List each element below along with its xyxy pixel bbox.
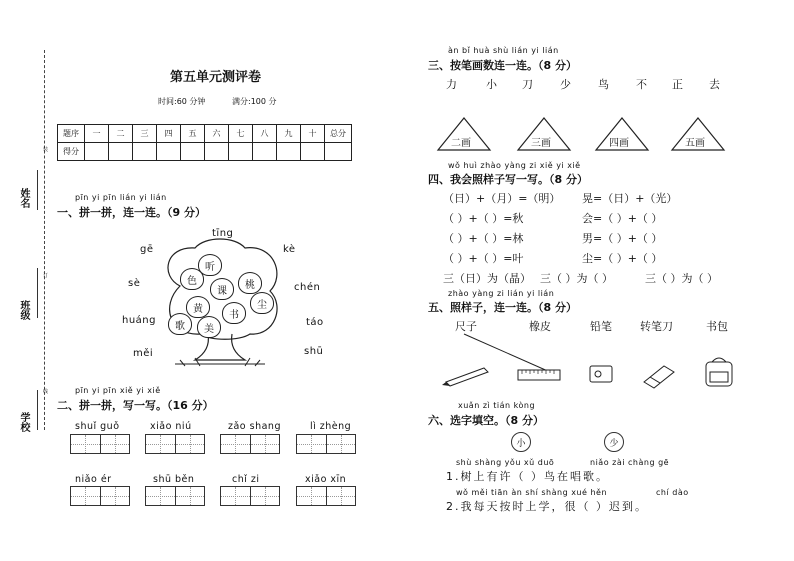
table-header-cell: 八 (253, 125, 277, 143)
pinyin-word: niǎo ér (75, 474, 112, 485)
compose-triple[interactable]: 三（ ）为（ ） (645, 272, 718, 285)
seal-mark: 装 (43, 147, 49, 153)
pinyin-word[interactable]: shū (304, 346, 324, 357)
option-peach-small[interactable]: 小 (511, 432, 531, 452)
school-label: 学校 (18, 412, 29, 432)
school-underline (37, 390, 38, 430)
compose-left[interactable]: （ ）+（ ）=叶 (443, 252, 524, 265)
compose-right[interactable]: 会=（ ）+（ ） (582, 212, 663, 225)
binding-line (44, 50, 45, 430)
pinyin-word: lì zhèng (310, 421, 352, 432)
stroke-char[interactable]: 刀 (522, 78, 533, 91)
writing-grid[interactable] (220, 434, 280, 454)
triangle-label: 五画 (685, 138, 705, 149)
section1-pinyin: pīn yi pīn lián yi lián (75, 193, 167, 202)
pinyin-word[interactable]: huáng (122, 315, 156, 326)
score-cell[interactable] (229, 143, 253, 161)
pinyin-word[interactable]: tīng (212, 228, 234, 239)
fruit-char[interactable]: 尘 (250, 292, 274, 314)
eraser-icon (644, 366, 674, 388)
class-underline (37, 268, 38, 318)
pinyin-word: zǎo shang (228, 421, 281, 432)
table-header-cell: 题序 (58, 125, 85, 143)
pinyin-word: shuǐ guǒ (75, 421, 120, 432)
sentence1-pinyin: shù shàng yǒu xǔ duō (456, 458, 555, 467)
sentence1-pinyin: niǎo zài chàng gē (590, 458, 670, 467)
section6-pinyin: xuǎn zì tián kòng (458, 401, 536, 410)
table-header-cell: 五 (181, 125, 205, 143)
pinyin-word[interactable]: chén (294, 282, 321, 293)
pinyin-word: chǐ zi (232, 474, 260, 485)
example-connector-line (464, 334, 550, 372)
fruit-char[interactable]: 歌 (168, 313, 192, 335)
fruit-char[interactable]: 美 (197, 316, 221, 338)
score-cell[interactable] (157, 143, 181, 161)
seal-mark: 线 (43, 389, 49, 395)
score-cell[interactable] (133, 143, 157, 161)
table-header-cell: 二 (109, 125, 133, 143)
table-header-cell: 九 (277, 125, 301, 143)
writing-grid[interactable] (296, 434, 356, 454)
writing-grid[interactable] (70, 486, 130, 506)
score-cell[interactable] (253, 143, 277, 161)
stroke-char[interactable]: 小 (486, 78, 497, 91)
stationery-pictures (440, 330, 750, 390)
name-label: 姓名 (18, 188, 29, 208)
sentence-2[interactable]: 2.我每天按时上学，很（ ）迟到。 (446, 500, 648, 513)
table-header-cell: 一 (85, 125, 109, 143)
writing-grid[interactable] (220, 486, 280, 506)
section3-title: 三、按笔画数连一连。（8 分） (428, 59, 577, 72)
stationery-word[interactable]: 橡皮 (529, 320, 551, 333)
name-underline (37, 170, 38, 210)
section5-pinyin: zhào yàng zi lián yi lián (448, 289, 555, 298)
compose-left: （日）+（月）=（明） (443, 192, 561, 205)
section3-pinyin: àn bǐ huà shù lián yi lián (448, 46, 559, 55)
pinyin-word: xiǎo xīn (305, 474, 347, 485)
compose-left[interactable]: （ ）+（ ）=林 (443, 232, 524, 245)
ruler-icon (518, 370, 560, 380)
score-table (57, 124, 352, 161)
class-label: 班级 (18, 300, 29, 320)
table-row-label: 得分 (58, 143, 85, 161)
page-title: 第五单元测评卷 (170, 70, 262, 85)
section5-title: 五、照样子，连一连。（8 分） (428, 301, 577, 314)
section2-pinyin: pīn yi pīn xiě yi xiě (75, 386, 161, 395)
triangle-label: 三画 (531, 138, 551, 149)
seal-mark: 订 (43, 273, 49, 279)
pinyin-word: shū běn (153, 474, 195, 485)
score-cell[interactable] (85, 143, 109, 161)
fruit-char[interactable]: 桃 (238, 272, 262, 294)
table-header-cell: 十 (301, 125, 325, 143)
compose-triple[interactable]: 三（ ）为（ ） (540, 272, 613, 285)
pinyin-word: xiǎo niú (150, 421, 192, 432)
section2-title: 二、拼一拼，写一写。（16 分） (57, 399, 214, 412)
section4-pinyin: wǒ huì zhào yàng zi xiě yi xiě (448, 161, 581, 170)
writing-grid[interactable] (296, 486, 356, 506)
pinyin-word[interactable]: kè (283, 244, 296, 255)
table-header-cell: 六 (205, 125, 229, 143)
pencil-icon (442, 368, 488, 386)
fruit-char[interactable]: 色 (180, 268, 204, 290)
pinyin-word[interactable]: táo (306, 317, 324, 328)
stationery-word[interactable]: 尺子 (455, 320, 477, 333)
score-cell[interactable] (109, 143, 133, 161)
score-cell[interactable] (205, 143, 229, 161)
stroke-char[interactable]: 鸟 (598, 78, 609, 91)
compose-right[interactable]: 尘=（ ）+（ ） (582, 252, 663, 265)
writing-grid[interactable] (145, 434, 205, 454)
stroke-char[interactable]: 正 (672, 78, 683, 91)
triangle-label: 四画 (609, 138, 629, 149)
score-cell[interactable] (277, 143, 301, 161)
table-header-cell: 三 (133, 125, 157, 143)
triangle-label: 二画 (451, 138, 471, 149)
table-header-cell: 七 (229, 125, 253, 143)
section4-title: 四、我会照样子写一写。（8 分） (428, 173, 588, 186)
compose-left[interactable]: （ ）+（ ）=秋 (443, 212, 524, 225)
score-cell[interactable] (301, 143, 325, 161)
stationery-word[interactable]: 书包 (706, 320, 728, 333)
stroke-char[interactable]: 去 (709, 78, 720, 91)
section6-title: 六、选字填空。（8 分） (428, 414, 544, 427)
section1-title: 一、拼一拼，连一连。（9 分） (57, 206, 206, 219)
compose-triple: 三（日）为（晶） (443, 272, 531, 285)
table-header-cell: 四 (157, 125, 181, 143)
sharpener-icon (590, 366, 612, 382)
score-cell[interactable] (325, 143, 352, 161)
fruit-char[interactable]: 课 (210, 278, 234, 300)
compose-right: 晃=（日）+（光） (582, 192, 678, 205)
writing-grid[interactable] (70, 434, 130, 454)
compose-right[interactable]: 男=（ ）+（ ） (582, 232, 663, 245)
score-cell[interactable] (181, 143, 205, 161)
sentence2-pinyin: chí dào (656, 488, 689, 497)
fruit-char[interactable]: 听 (198, 254, 222, 276)
schoolbag-icon (706, 358, 732, 386)
stroke-char[interactable]: 不 (636, 78, 647, 91)
fruit-char[interactable]: 书 (222, 302, 246, 324)
pinyin-word[interactable]: gē (140, 244, 154, 255)
stationery-word[interactable]: 铅笔 (590, 320, 612, 333)
stationery-word[interactable]: 转笔刀 (640, 320, 673, 333)
score-info: 满分:100 分 (232, 97, 277, 106)
stroke-char[interactable]: 力 (446, 78, 457, 91)
sentence2-pinyin: wǒ měi tiān àn shí shàng xué hěn (456, 488, 608, 497)
stroke-char[interactable]: 少 (560, 78, 571, 91)
time-info: 时间:60 分钟 (158, 97, 206, 106)
pinyin-word[interactable]: sè (128, 278, 141, 289)
option-peach-few[interactable]: 少 (604, 432, 624, 452)
writing-grid[interactable] (145, 486, 205, 506)
table-header-cell: 总分 (325, 125, 352, 143)
fruit-char[interactable]: 黄 (186, 296, 210, 318)
sentence-1[interactable]: 1.树上有许（ ）鸟在唱歌。 (446, 470, 609, 483)
pinyin-word[interactable]: měi (133, 348, 154, 359)
